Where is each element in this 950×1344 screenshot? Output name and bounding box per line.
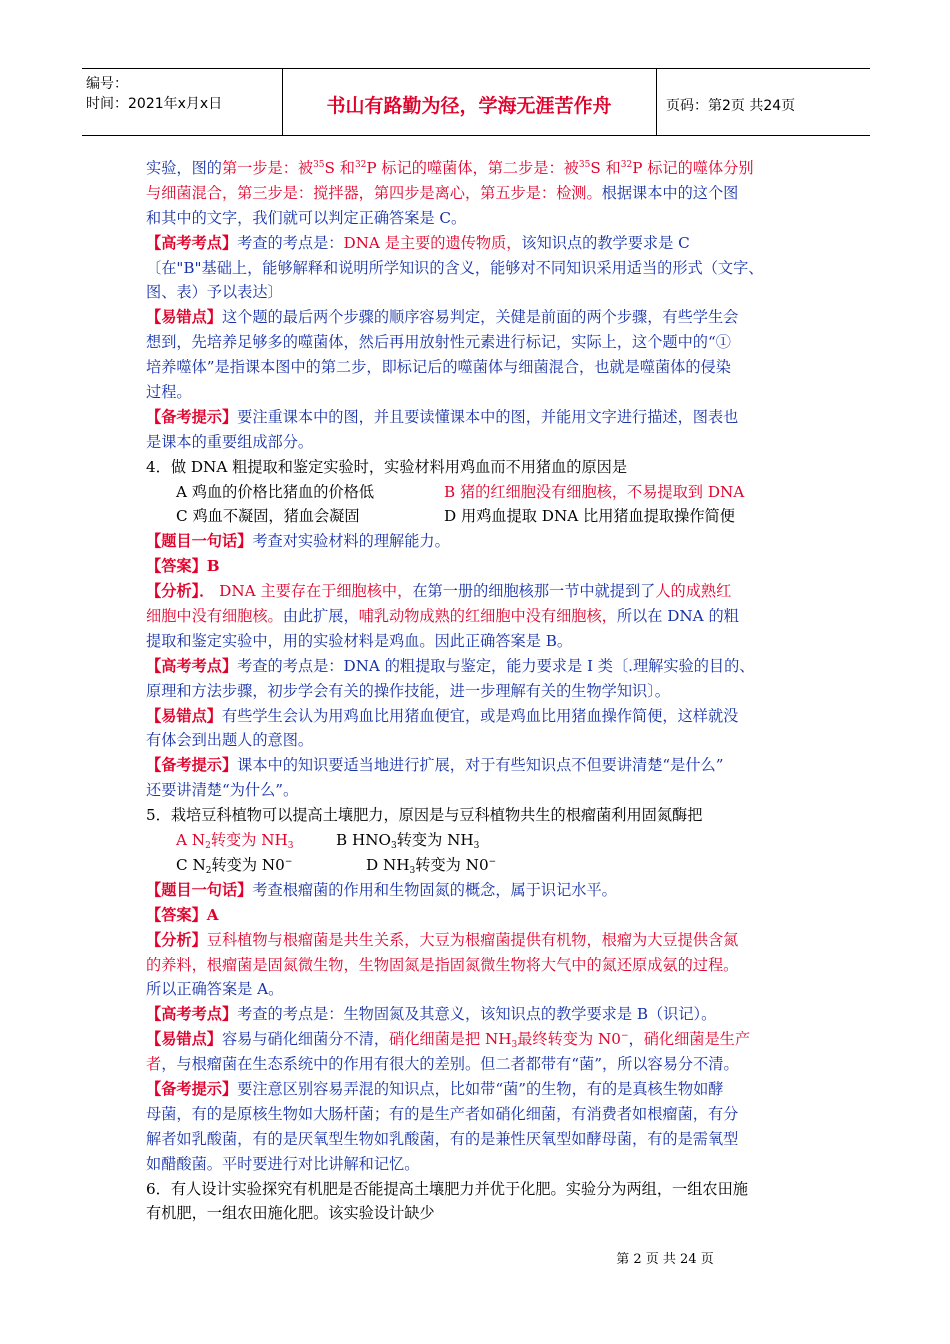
error-point: 【易错点】这个题的最后两个步骤的顺序容易判定，关健是前面的两个步骤，有些学生会 bbox=[146, 308, 739, 327]
document-body bbox=[146, 156, 822, 1226]
question-summary: 【题目一句话】考查根瘤菌的作用和生物固氮的概念，属于识记水平。 bbox=[146, 880, 617, 899]
exam-tip: 【备考提示】要注重课本中的图，并且要读懂课本中的图，并能用文字进行描述，图表也 bbox=[146, 407, 739, 426]
text-line: 有机肥，一组农田施化肥。该实验设计缺少 bbox=[146, 1204, 435, 1223]
text-line: 提取和鉴定实验中，用的实验材料是鸡血。因此正确答案是 B。 bbox=[146, 631, 573, 650]
analysis: 【分析】． DNA 主要存在于细胞核中，在第一册的细胞核那一节中就提到了人的成熟红 bbox=[146, 582, 732, 601]
text-line: 者，与根瘤菌在生态系统中的作用有很大的差别。但二者都带有“菌”，所以容易分不清。 bbox=[146, 1055, 739, 1074]
text-line: 原理和方法步骤，初步学会有关的操作技能，进一步理解有关的生物学知识〕。 bbox=[146, 681, 670, 700]
header-motto: 书山有路勤为径，学海无涯苦作舟 bbox=[326, 95, 612, 117]
text-line: 细胞中没有细胞核。由此扩展，哺乳动物成熟的红细胞中没有细胞核，所以在 DNA 的粗 bbox=[146, 607, 739, 626]
time-label: 时间：2021年x月x日 bbox=[86, 96, 223, 112]
page-footer bbox=[0, 1248, 950, 1267]
question-4-options: C 鸡血不凝固，猪血会凝固 D 用鸡血提取 DNA 比用猪血提取操作简便 bbox=[176, 507, 735, 526]
text-line: 的养料，根瘤菌是固氮微生物，生物固氮是指固氮微生物将大气中的氮还原成氨的过程。 bbox=[146, 955, 739, 974]
exam-point: 【高考考点】考查的考点是：DNA 的粗提取与鉴定，能力要求是 I 类〔.理解实验的目的、 bbox=[146, 656, 755, 675]
text-line: 〔在"B"基础上，能够解释和说明所学知识的含义，能够对不同知识采用适当的形式（文字、 bbox=[146, 258, 764, 277]
exam-tip: 【备考提示】要注意区别容易弄混的知识点，比如带“菌”的生物，有的是真核生物如酵 bbox=[146, 1079, 724, 1098]
answer: 【答案】B bbox=[146, 557, 220, 576]
text-line: 培养噬体”是指课本图中的第二步，即标记后的噬菌体与细菌混合，也就是噬菌体的侵染 bbox=[146, 358, 731, 377]
text-line: 实验，图的第一步是：被$^{35}$S 和$^{32}$P 标记的噬菌体，第二步是：被$^{35}$S 和$^{32}$P 标记的噬体分别 bbox=[146, 159, 754, 177]
text-line: 与细菌混合，第三步是：搅拌器，第四步是离心，第五步是：检测。根据课本中的这个图 bbox=[146, 183, 739, 202]
text-line: 所以正确答案是 A。 bbox=[146, 980, 284, 999]
question-5-options: C $N_2$转变为 N0− D $NH_3$转变为 N0− bbox=[176, 855, 497, 876]
error-point: 【易错点】容易与硝化细菌分不清，硝化细菌是把 $NH_3$最终转变为 N0−，硝化细菌是生产 bbox=[146, 1030, 750, 1051]
question-4-stem: 4．做 DNA 粗提取和鉴定实验时，实验材料用鸡血而不用猪血的原因是 bbox=[146, 457, 628, 476]
text-line: 想到，先培养足够多的噬菌体，然后再用放射性元素进行标记，实际上，这个题中的“① bbox=[146, 333, 731, 352]
question-5-stem: 5．栽培豆科植物可以提高土壤肥力，原因是与豆科植物共生的根瘤菌利用固氮酶把 bbox=[146, 806, 703, 825]
text-line: 过程。 bbox=[146, 383, 192, 402]
analysis: 【分析】豆科植物与根瘤菌是共生关系，大豆为根瘤菌提供有机物，根瘤为大豆提供含氮 bbox=[146, 930, 739, 949]
text-line: 如醋酸菌。平时要进行对比讲解和记忆。 bbox=[146, 1154, 420, 1173]
text-line: 图、表）予以表达〕 bbox=[146, 283, 283, 302]
text-line: 和其中的文字，我们就可以判定正确答案是 C。 bbox=[146, 208, 467, 227]
text-line: 母菌，有的是原核生物如大肠杆菌；有的是生产者如硝化细菌，有消费者如根瘤菌，有分 bbox=[146, 1104, 739, 1123]
question-summary: 【题目一句话】考查对实验材料的理解能力。 bbox=[146, 532, 450, 551]
question-5-options: A $N_2$转变为 $NH_3$ B $HNO_3$转变为 $NH_3$ bbox=[176, 831, 480, 852]
question-4-options: A 鸡血的价格比猪血的价格低 B 猪的红细胞没有细胞核，不易提取到 DNA bbox=[176, 482, 745, 501]
text-line: 有体会到出题人的意图。 bbox=[146, 731, 314, 750]
text-line: 解者如乳酸菌，有的是厌氧型生物如乳酸菌，有的是兼性厌氧型如酵母菌，有的是需氧型 bbox=[146, 1129, 739, 1148]
footer-page-number: 第 2 页 共 24 页 bbox=[616, 1252, 714, 1267]
header-divider bbox=[656, 69, 657, 135]
text-line: 还要讲清楚“为什么”。 bbox=[146, 781, 299, 800]
page-number-label: 页码：第2页 共24页 bbox=[666, 98, 796, 114]
page-header bbox=[82, 68, 870, 136]
exam-point: 【高考考点】考查的考点是：DNA 是主要的遗传物质，该知识点的教学要求是 C bbox=[146, 233, 690, 252]
text-line: 是课本的重要组成部分。 bbox=[146, 432, 314, 451]
exam-point: 【高考考点】考查的考点是：生物固氮及其意义，该知识点的教学要求是 B（识记）。 bbox=[146, 1005, 717, 1024]
answer: 【答案】A bbox=[146, 905, 219, 924]
exam-tip: 【备考提示】课本中的知识要适当地进行扩展，对于有些知识点不但要讲清楚“是什么” bbox=[146, 756, 724, 775]
error-point: 【易错点】有些学生会认为用鸡血比用猪血便宜，或是鸡血比用猪血操作简便，这样就没 bbox=[146, 706, 739, 725]
question-6-stem: 6．有人设计实验探究有机肥是否能提高土壤肥力并优于化肥。实验分为两组，一组农田施 bbox=[146, 1179, 748, 1198]
number-label: 编号： bbox=[86, 76, 128, 92]
